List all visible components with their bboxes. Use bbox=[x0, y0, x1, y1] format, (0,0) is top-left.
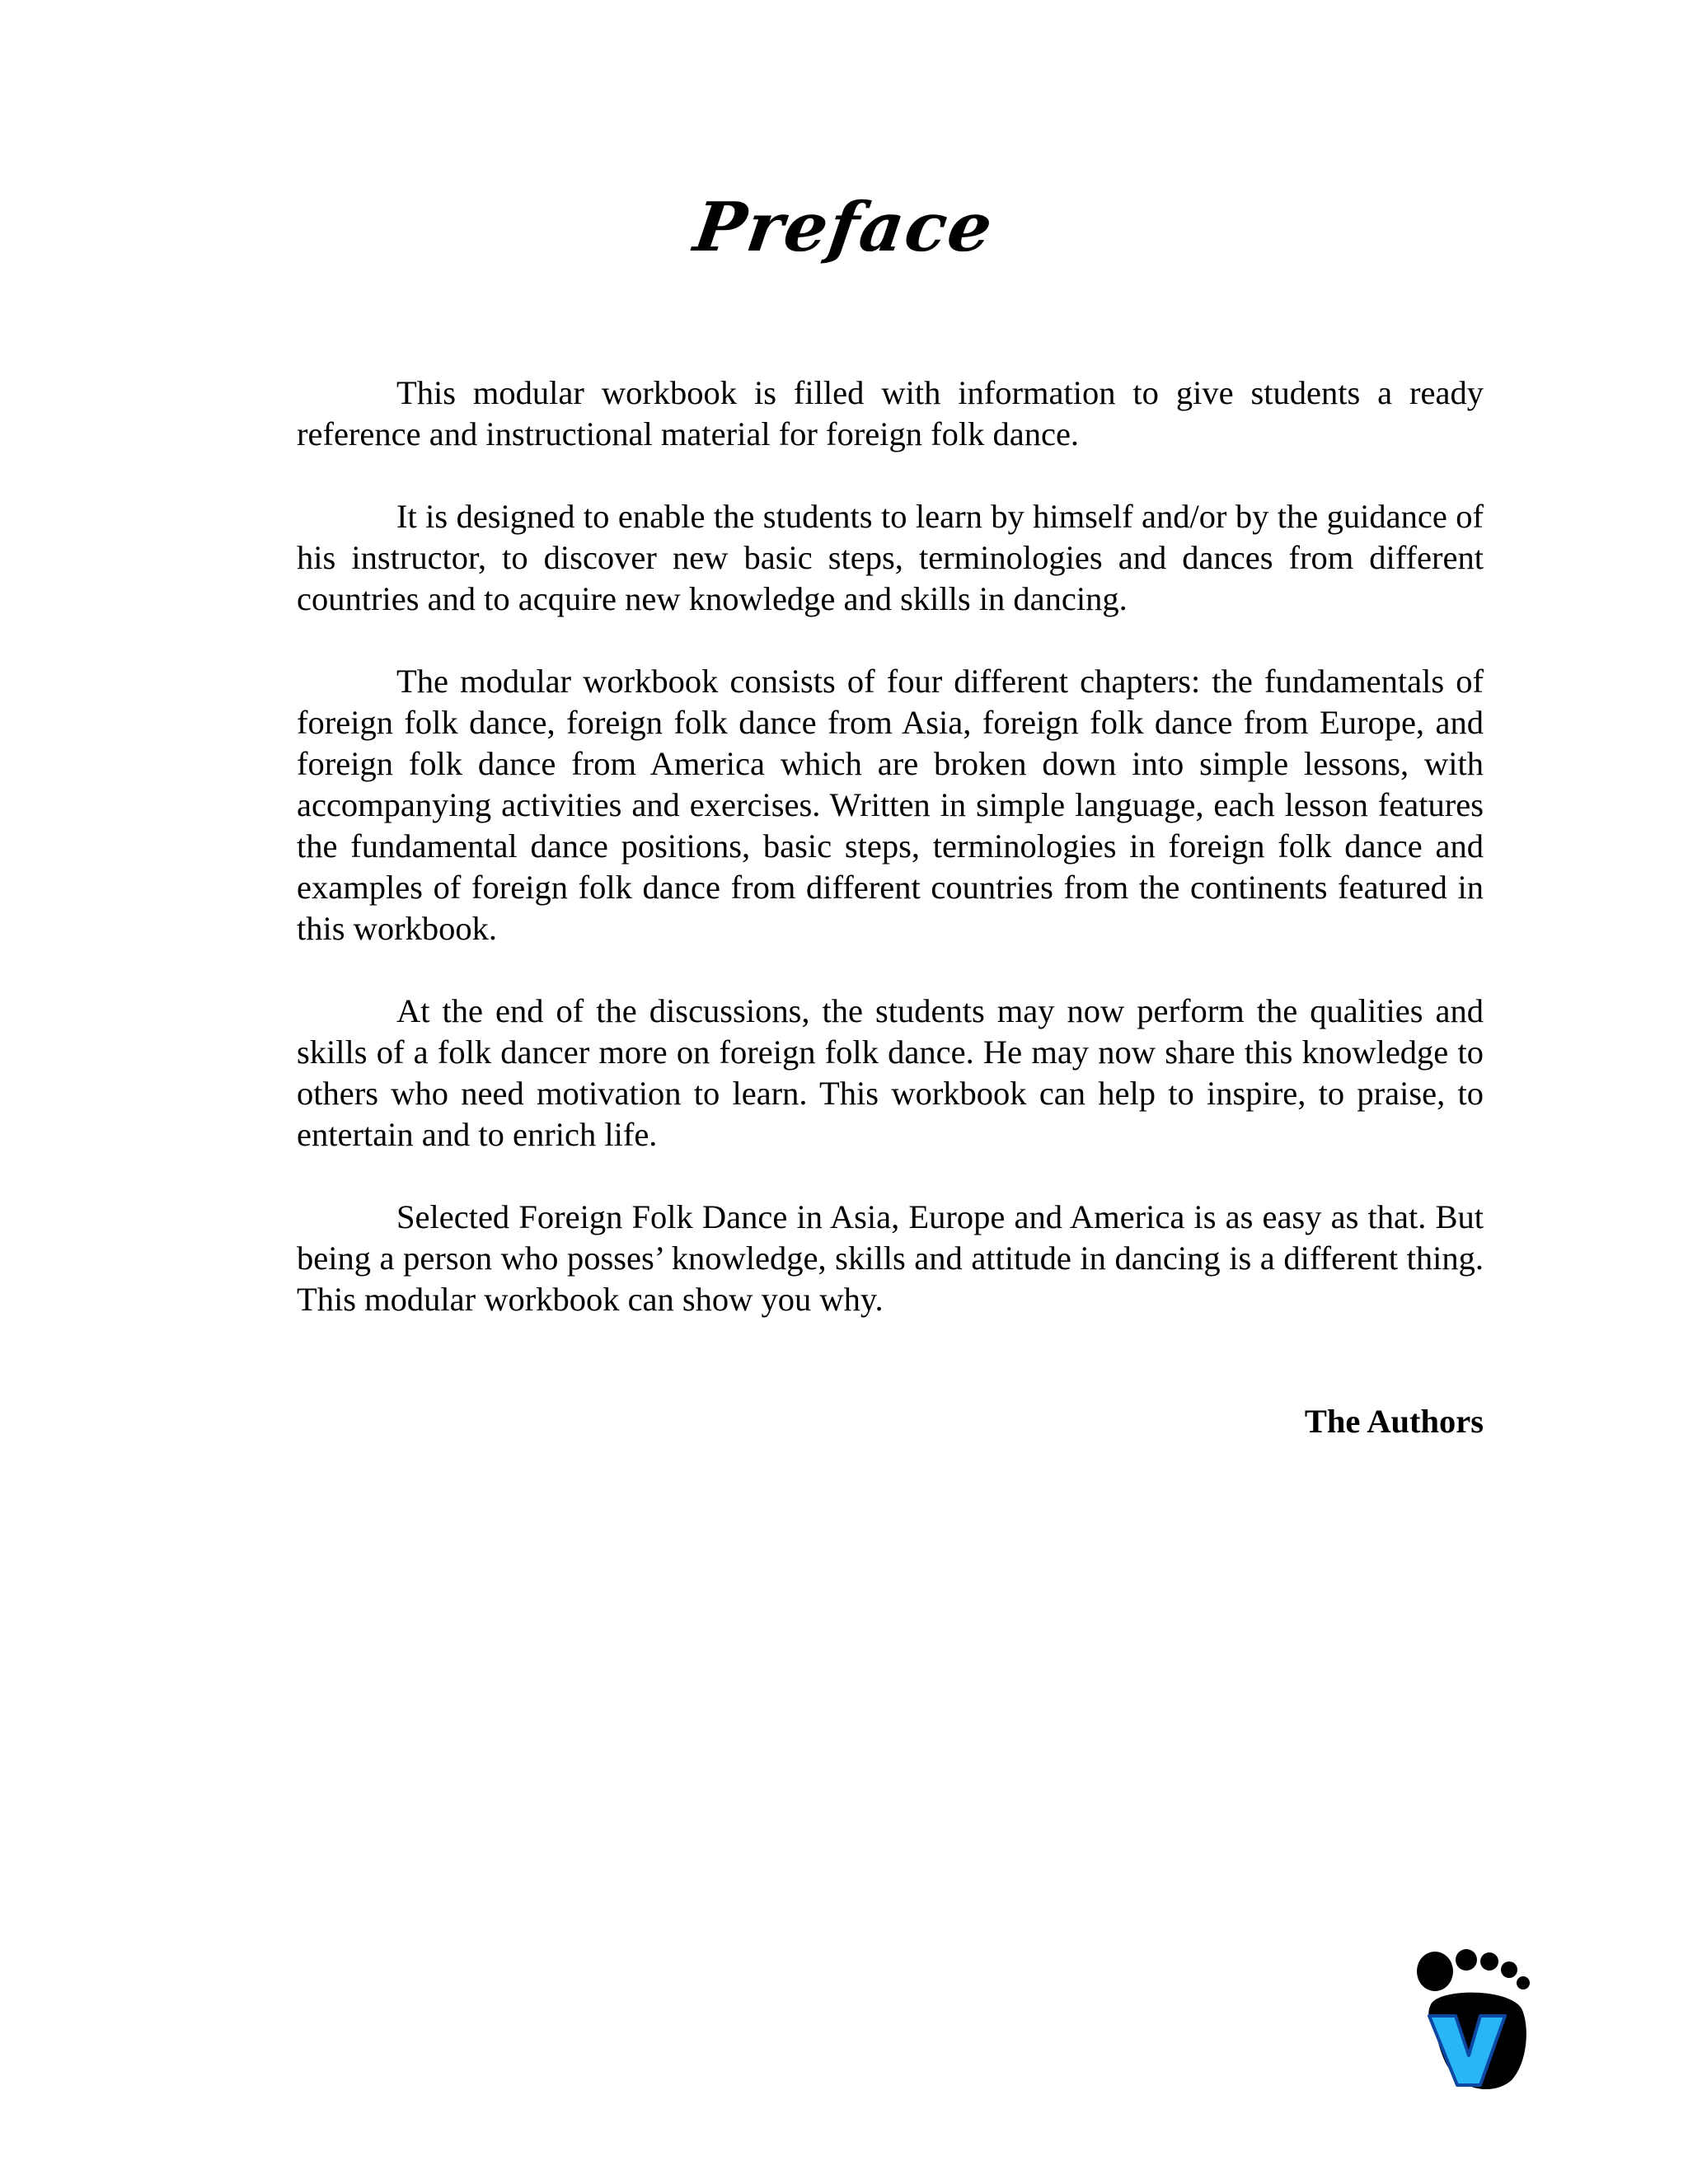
toe-shape-2 bbox=[1456, 1949, 1477, 1971]
toe-shape-5 bbox=[1517, 1976, 1530, 1990]
paragraph-2: It is designed to enable the students to learn by himself and/or by the guidance of his instructor, to discover new basic steps, terminologies and dances from different countries and to acquire new knowledge and skills in dancing. bbox=[297, 498, 1484, 617]
paragraph-4: At the end of the discussions, the students may now perform the qualities and skills of a folk dancer more on foreign folk dance. He may now share this knowledge to others who need motivation to learn. This workbook can help to inspire, to praise, to entertain and to enrich life. bbox=[297, 992, 1484, 1153]
preface-body bbox=[297, 373, 1484, 1361]
big-toe-shape bbox=[1417, 1952, 1453, 1991]
paragraph-3: The modular workbook consists of four different chapters: the fundamentals of foreign folk dance, foreign folk dance from Asia, foreign folk dance from Europe, and foreign folk dance from America which are broken down into simple lessons, with accompanying activities and exercises. Written in simple language, each lesson features the fundamental dance positions, basic steps, terminologies in foreign folk dance and examples of foreign folk dance from different countries from the continents featured in this workbook. bbox=[297, 663, 1484, 947]
footprint-v-logo-icon bbox=[1406, 1947, 1538, 2091]
toe-shape-4 bbox=[1501, 1961, 1517, 1978]
paragraph-5: Selected Foreign Folk Dance in Asia, Europe and America is as easy as that. But being a person who posses’ knowledge, skills and attitude in dancing is a different thing. This modular workbook can show you why. bbox=[297, 1198, 1484, 1318]
signature: The Authors bbox=[1304, 1403, 1484, 1440]
page-title: Preface bbox=[689, 188, 999, 267]
paragraph-1: This modular workbook is filled with information to give students a ready reference and instructional material for foreign folk dance. bbox=[297, 374, 1484, 452]
toe-shape-3 bbox=[1480, 1952, 1498, 1971]
